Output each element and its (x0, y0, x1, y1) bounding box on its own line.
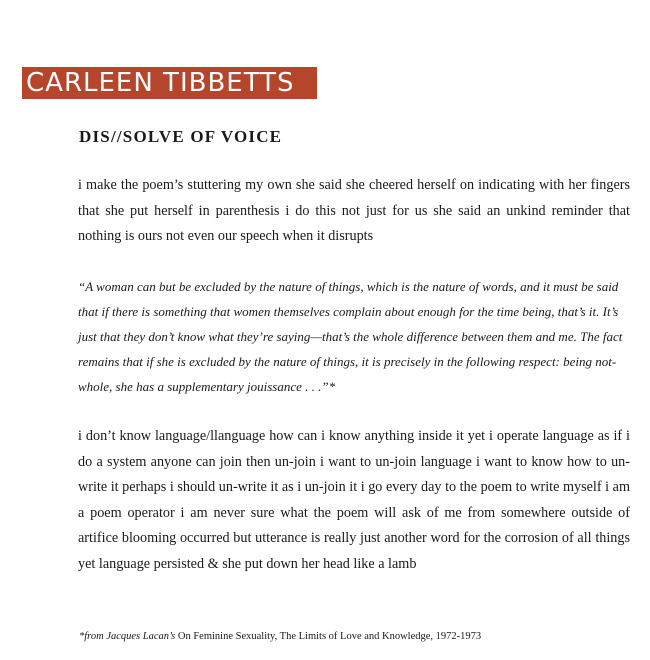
author-banner (22, 67, 317, 99)
poem-title: DIS//SOLVE OF VOICE (79, 127, 283, 146)
author-name: CARLEEN TIBBETTS (26, 68, 295, 98)
lacan-quote: “A woman can but be excluded by the nature of things, which is the nature of words, and it must be said that if there is something that women themselves complain about enough for the time being, that’s it. It’s just that they don’t know what they’re saying—that’s the whole difference between them and me. The fact remains that if she is excluded by the nature of things, it is precisely in the following respect: being not-whole, she has a supplementary jouissance . . .”* (78, 279, 623, 394)
footnote (79, 631, 481, 642)
poem-stanza-1: i make the poem’s stuttering my own she said she cheered herself on indicating with her fingers that she put herself in parenthesis i do this not just for us she said an unkind reminder that nothing is ours not even our speech when it disrupts (78, 177, 630, 244)
footnote-prefix: *from Jacques Lacan’s (79, 631, 176, 642)
footnote-source: On Feminine Sexuality, The Limits of Love and Knowledge, 1972-1973 (175, 631, 482, 642)
poem-stanza-2: i don’t know language/llanguage how can i know anything inside it yet i operate language as if i do a system anyone can join then un-join i want to un-join language i want to know how to un-write it perhaps i should un-write it as i un-join it i go every day to the poem to write myself i am a poem operator i am never sure what the poem will ask of me from somewhere outside of artifice blooming occurred but utterance is really just another word for the corrosion of all things yet language persisted & she put down her head like a lamb (78, 428, 630, 572)
